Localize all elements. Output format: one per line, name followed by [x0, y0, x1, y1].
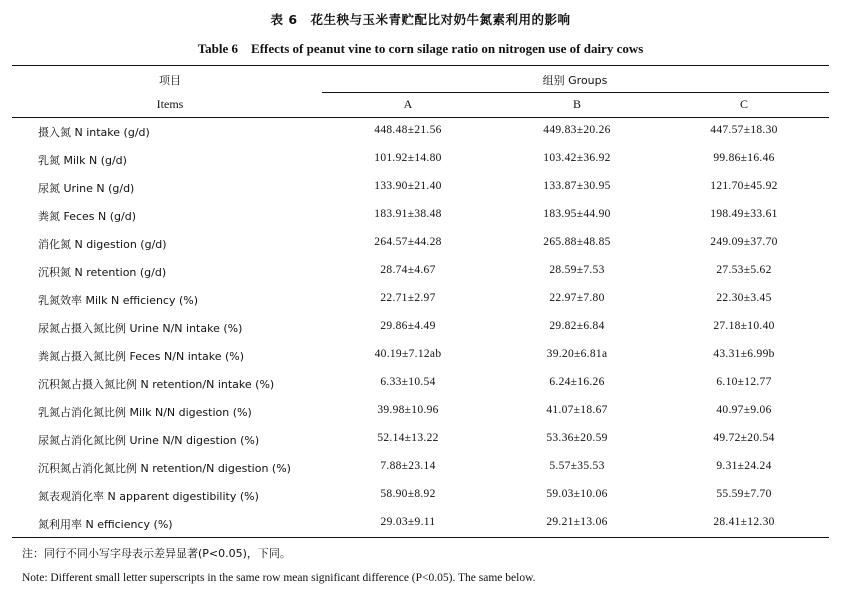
table-row: [0, 174, 841, 202]
row-value-c: 447.57±18.30: [710, 124, 778, 136]
row-value-c: 55.59±7.70: [716, 488, 772, 500]
table-row: [0, 118, 841, 146]
table-row: [0, 398, 841, 426]
row-value-c: 27.18±10.40: [713, 320, 775, 332]
header-col-c: C: [739, 97, 748, 111]
row-value-b: 39.20±6.81a: [546, 348, 608, 360]
row-value-b: 28.59±7.53: [549, 264, 605, 276]
row-item: 消化氮 N digestion (g/d): [38, 238, 167, 251]
row-value-c: 27.53±5.62: [716, 264, 772, 276]
table-row: [0, 510, 841, 538]
bottom-rule: [12, 537, 829, 538]
row-value-b: 5.57±35.53: [549, 460, 605, 472]
row-value-c: 22.30±3.45: [716, 292, 772, 304]
row-value-a: 22.71±2.97: [380, 292, 436, 304]
row-item: 氮利用率 N efficiency (%): [38, 518, 173, 531]
row-item: 乳氮效率 Milk N efficiency (%): [38, 294, 199, 307]
row-value-a: 29.86±4.49: [380, 320, 436, 332]
table-row: [0, 146, 841, 174]
table-row: [0, 454, 841, 482]
table-row: [0, 230, 841, 258]
header-groups: 组别 Groups: [542, 74, 608, 87]
row-value-c: 43.31±6.99b: [713, 348, 775, 360]
row-item: 粪氮 Feces N (g/d): [38, 210, 137, 223]
row-item: 摄入氮 N intake (g/d): [38, 126, 150, 139]
row-value-b: 59.03±10.06: [546, 488, 608, 500]
row-value-a: 133.90±21.40: [374, 180, 442, 192]
row-value-b: 6.24±16.26: [549, 376, 605, 388]
row-item: 沉积氮 N retention (g/d): [38, 266, 167, 279]
header-col-b: B: [572, 97, 581, 111]
row-item: 乳氮 Milk N (g/d): [38, 154, 127, 167]
row-value-b: 265.88±48.85: [543, 236, 611, 248]
table-row: [0, 202, 841, 230]
row-value-a: 264.57±44.28: [374, 236, 442, 248]
row-value-a: 183.91±38.48: [374, 208, 442, 220]
row-value-c: 198.49±33.61: [710, 208, 778, 220]
top-rule: [12, 65, 829, 66]
row-value-a: 40.19±7.12ab: [374, 348, 442, 360]
row-value-a: 28.74±4.67: [380, 264, 436, 276]
table-row: [0, 342, 841, 370]
row-value-b: 183.95±44.90: [543, 208, 611, 220]
row-item: 沉积氮占消化氮比例 N retention/N digestion (%): [38, 462, 291, 475]
row-value-a: 101.92±14.80: [374, 152, 442, 164]
row-value-a: 39.98±10.96: [377, 404, 439, 416]
group-underline: [322, 92, 829, 93]
table-row: [0, 370, 841, 398]
row-value-b: 29.21±13.06: [546, 516, 608, 528]
table-row: [0, 286, 841, 314]
table-title-en: Table 6 Effects of peanut vine to corn silage ratio on nitrogen use of dairy cows: [197, 41, 644, 56]
table-title-cn: 表 6 花生秧与玉米青贮配比对奶牛氮素利用的影响: [270, 12, 571, 27]
row-value-c: 6.10±12.77: [716, 376, 772, 388]
row-value-a: 448.48±21.56: [374, 124, 442, 136]
row-value-b: 53.36±20.59: [546, 432, 608, 444]
row-value-c: 121.70±45.92: [710, 180, 778, 192]
footnote-cn: 注：同行不同小写字母表示差异显著(P<0.05)，下同。: [22, 547, 291, 560]
table-row: [0, 314, 841, 342]
row-value-a: 52.14±13.22: [377, 432, 439, 444]
row-value-b: 41.07±18.67: [546, 404, 608, 416]
header-col-a: A: [403, 97, 413, 111]
table-row: [0, 482, 841, 510]
row-value-c: 49.72±20.54: [713, 432, 775, 444]
row-item: 氮表观消化率 N apparent digestibility (%): [38, 490, 259, 503]
row-value-a: 29.03±9.11: [380, 516, 436, 528]
row-value-c: 99.86±16.46: [713, 152, 775, 164]
row-value-c: 40.97±9.06: [716, 404, 772, 416]
footnote-en: Note: Different small letter superscripts in the same row mean significant difference (P<0.05). The same below.: [22, 572, 536, 584]
row-value-a: 7.88±23.14: [380, 460, 436, 472]
row-value-c: 249.09±37.70: [710, 236, 778, 248]
row-item: 乳氮占消化氮比例 Milk N/N digestion (%): [38, 406, 252, 419]
row-item: 沉积氮占摄入氮比例 N retention/N intake (%): [38, 378, 275, 391]
row-value-a: 6.33±10.54: [380, 376, 436, 388]
table-row: [0, 426, 841, 454]
row-item: 粪氮占摄入氮比例 Feces N/N intake (%): [38, 350, 245, 363]
header-items-en: Items: [156, 97, 184, 111]
row-value-b: 449.83±20.26: [543, 124, 611, 136]
row-value-c: 28.41±12.30: [713, 516, 775, 528]
row-value-c: 9.31±24.24: [716, 460, 772, 472]
row-item: 尿氮 Urine N (g/d): [38, 182, 135, 195]
row-value-b: 133.87±30.95: [543, 180, 611, 192]
row-value-a: 58.90±8.92: [380, 488, 436, 500]
row-value-b: 22.97±7.80: [549, 292, 605, 304]
row-item: 尿氮占消化氮比例 Urine N/N digestion (%): [38, 434, 260, 447]
header-items-cn: 项目: [159, 74, 181, 87]
table-row: [0, 258, 841, 286]
row-value-b: 103.42±36.92: [543, 152, 611, 164]
row-value-b: 29.82±6.84: [549, 320, 605, 332]
row-item: 尿氮占摄入氮比例 Urine N/N intake (%): [38, 322, 243, 335]
